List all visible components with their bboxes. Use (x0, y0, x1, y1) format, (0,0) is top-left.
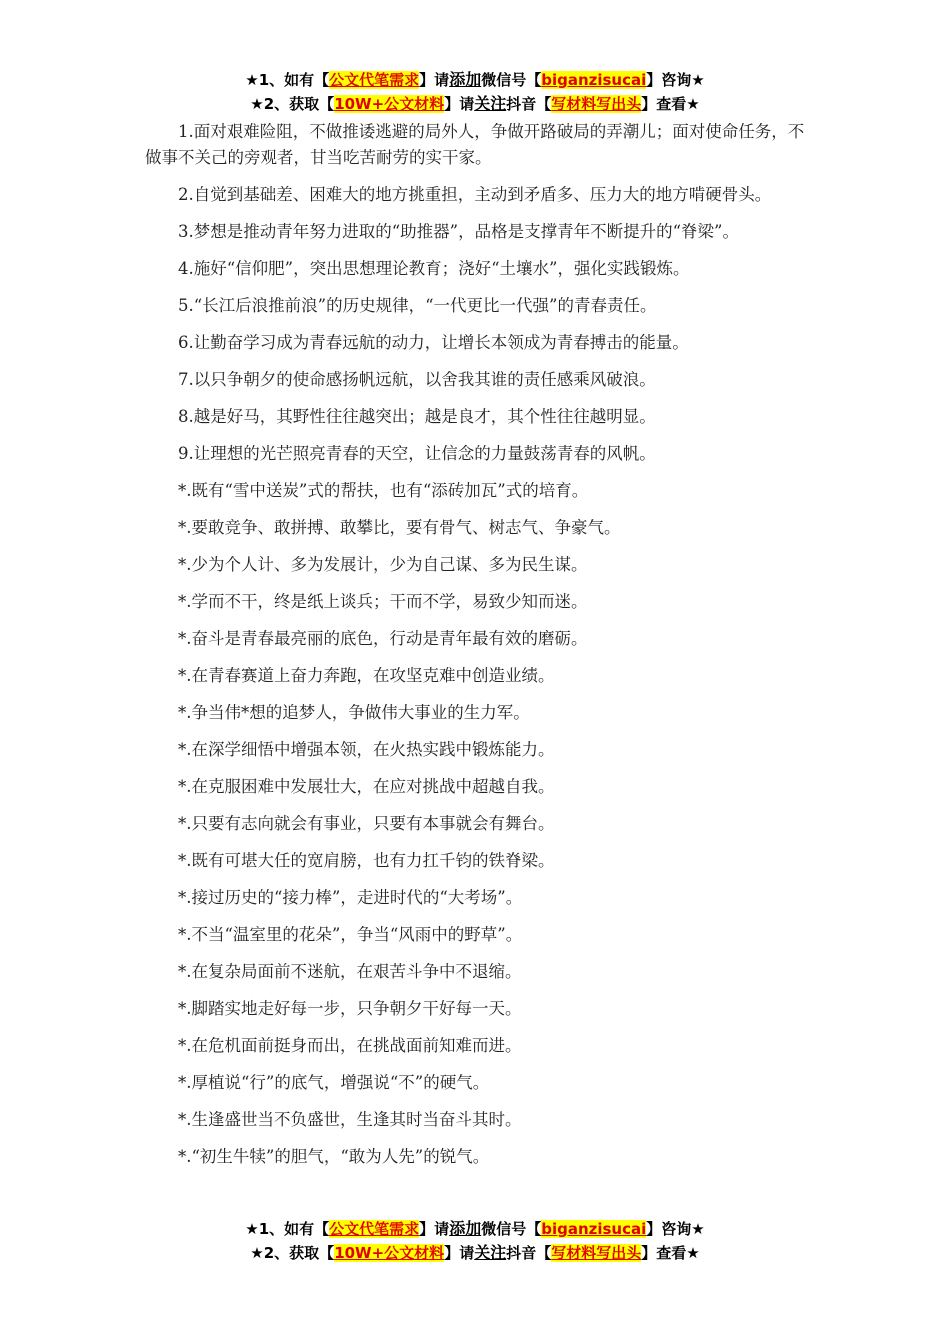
list-item: *.在克服困难中发展壮大，在应对挑战中超越自我。 (178, 777, 555, 796)
promo-banner-top-line2 (0, 93, 950, 115)
paragraph: 2.自觉到基础差、困难大的地方挑重担，主动到矛盾多、压力大的地方啃硬骨头。 (178, 185, 772, 204)
promo-banner-top-line1 (0, 69, 950, 91)
banner-text: ★1、如有【 (245, 71, 330, 89)
paragraph: 3.梦想是推动青年努力进取的“助推器”，品格是支撑青年不断提升的“脊梁”。 (178, 222, 739, 241)
highlight-wechat-id: biganzisucai (541, 71, 647, 89)
highlight-service: 公文代笔需求 (329, 71, 420, 89)
list-item: *.在危机面前挺身而出，在挑战面前知难而进。 (178, 1036, 522, 1055)
highlight-materials: 10W+公文材料 (334, 95, 445, 113)
banner-text: 】请 (444, 1244, 475, 1262)
highlight-douyin-account: 写材料写出头 (551, 1244, 642, 1262)
banner-text: 】请 (444, 95, 475, 113)
banner-text: 】咨询★ (646, 71, 705, 89)
list-item: *.争当伟*想的追梦人，争做伟大事业的生力军。 (178, 703, 530, 722)
paragraph: 1.面对艰难险阻，不做推诿逃避的局外人，争做开路破局的弄潮儿；面对使命任务，不做事不关己的旁观者，甘当吃苦耐劳的实干家。 (145, 122, 805, 167)
underlined-text: 添加 (449, 1219, 482, 1238)
banner-text: 】查看★ (641, 1244, 700, 1262)
list-item: *.学而不干，终是纸上谈兵；干而不学，易致少知而迷。 (178, 592, 588, 611)
list-item: *.在深学细悟中增强本领，在火热实践中锻炼能力。 (178, 740, 555, 759)
underlined-text: 关注 (474, 94, 507, 113)
list-item: *.要敢竞争、敢拼搏、敢攀比，要有骨气、树志气、争豪气。 (178, 518, 621, 537)
highlight-douyin-account: 写材料写出头 (551, 95, 642, 113)
list-item: 7.以只争朝夕的使命感扬帆远航，以舍我其谁的责任感乘风破浪。 (178, 370, 656, 389)
list-item: *.在复杂局面前不迷航，在艰苦斗争中不退缩。 (178, 962, 522, 981)
banner-text: 】咨询★ (646, 1220, 705, 1238)
list-item: *.在青春赛道上奋力奔跑，在攻坚克难中创造业绩。 (178, 666, 555, 685)
list-item: *.厚植说“行”的底气，增强说“不”的硬气。 (178, 1073, 490, 1092)
banner-text: ★2、获取【 (250, 95, 335, 113)
banner-text: 抖音【 (506, 1244, 552, 1262)
list-item: *.少为个人计、多为发展计，少为自己谋、多为民生谋。 (178, 555, 588, 574)
list-item: 8.越是好马，其野性往往越突出；越是良才，其个性往往越明显。 (178, 407, 656, 426)
banner-text: 】请 (419, 1220, 450, 1238)
banner-text: ★1、如有【 (245, 1220, 330, 1238)
banner-text: ★2、获取【 (250, 1244, 335, 1262)
list-item: *.脚踏实地走好每一步，只争朝夕干好每一天。 (178, 999, 522, 1018)
underlined-text: 添加 (449, 70, 482, 89)
list-item: 9.让理想的光芒照亮青春的天空，让信念的力量鼓荡青春的风帆。 (178, 444, 656, 463)
list-item: 5.“长江后浪推前浪”的历史规律，“一代更比一代强”的青春责任。 (178, 296, 657, 315)
banner-text: 】请 (419, 71, 450, 89)
underlined-text: 关注 (474, 1243, 507, 1262)
document-body (145, 119, 810, 1181)
banner-text: 微信号【 (481, 71, 542, 89)
list-item: *.“初生牛犊”的胆气，“敢为人先”的锐气。 (178, 1147, 490, 1166)
list-item: *.只要有志向就会有事业，只要有本事就会有舞台。 (178, 814, 555, 833)
list-item: *.既有“雪中送炭”式的帮扶，也有“添砖加瓦”式的培育。 (178, 481, 589, 500)
list-item: *.既有可堪大任的宽肩膀，也有力扛千钧的铁脊梁。 (178, 851, 555, 870)
list-item: *.生逢盛世当不负盛世，生逢其时当奋斗其时。 (178, 1110, 522, 1129)
list-item: *.奋斗是青春最亮丽的底色，行动是青年最有效的磨砺。 (178, 629, 588, 648)
list-item: *.接过历史的“接力棒”，走进时代的“大考场”。 (178, 888, 523, 907)
promo-banner-bottom-line2 (0, 1242, 950, 1264)
list-item: 4.施好“信仰肥”，突出思想理论教育；浇好“土壤水”，强化实践锻炼。 (178, 259, 690, 278)
list-item: 6.让勤奋学习成为青春远航的动力，让增长本领成为青春搏击的能量。 (178, 333, 689, 352)
highlight-materials: 10W+公文材料 (334, 1244, 445, 1262)
banner-text: 微信号【 (481, 1220, 542, 1238)
highlight-wechat-id: biganzisucai (541, 1220, 647, 1238)
banner-text: 抖音【 (506, 95, 552, 113)
list-item: *.不当“温室里的花朵”，争当“风雨中的野草”。 (178, 925, 523, 944)
promo-banner-bottom-line1 (0, 1218, 950, 1240)
highlight-service: 公文代笔需求 (329, 1220, 420, 1238)
banner-text: 】查看★ (641, 95, 700, 113)
